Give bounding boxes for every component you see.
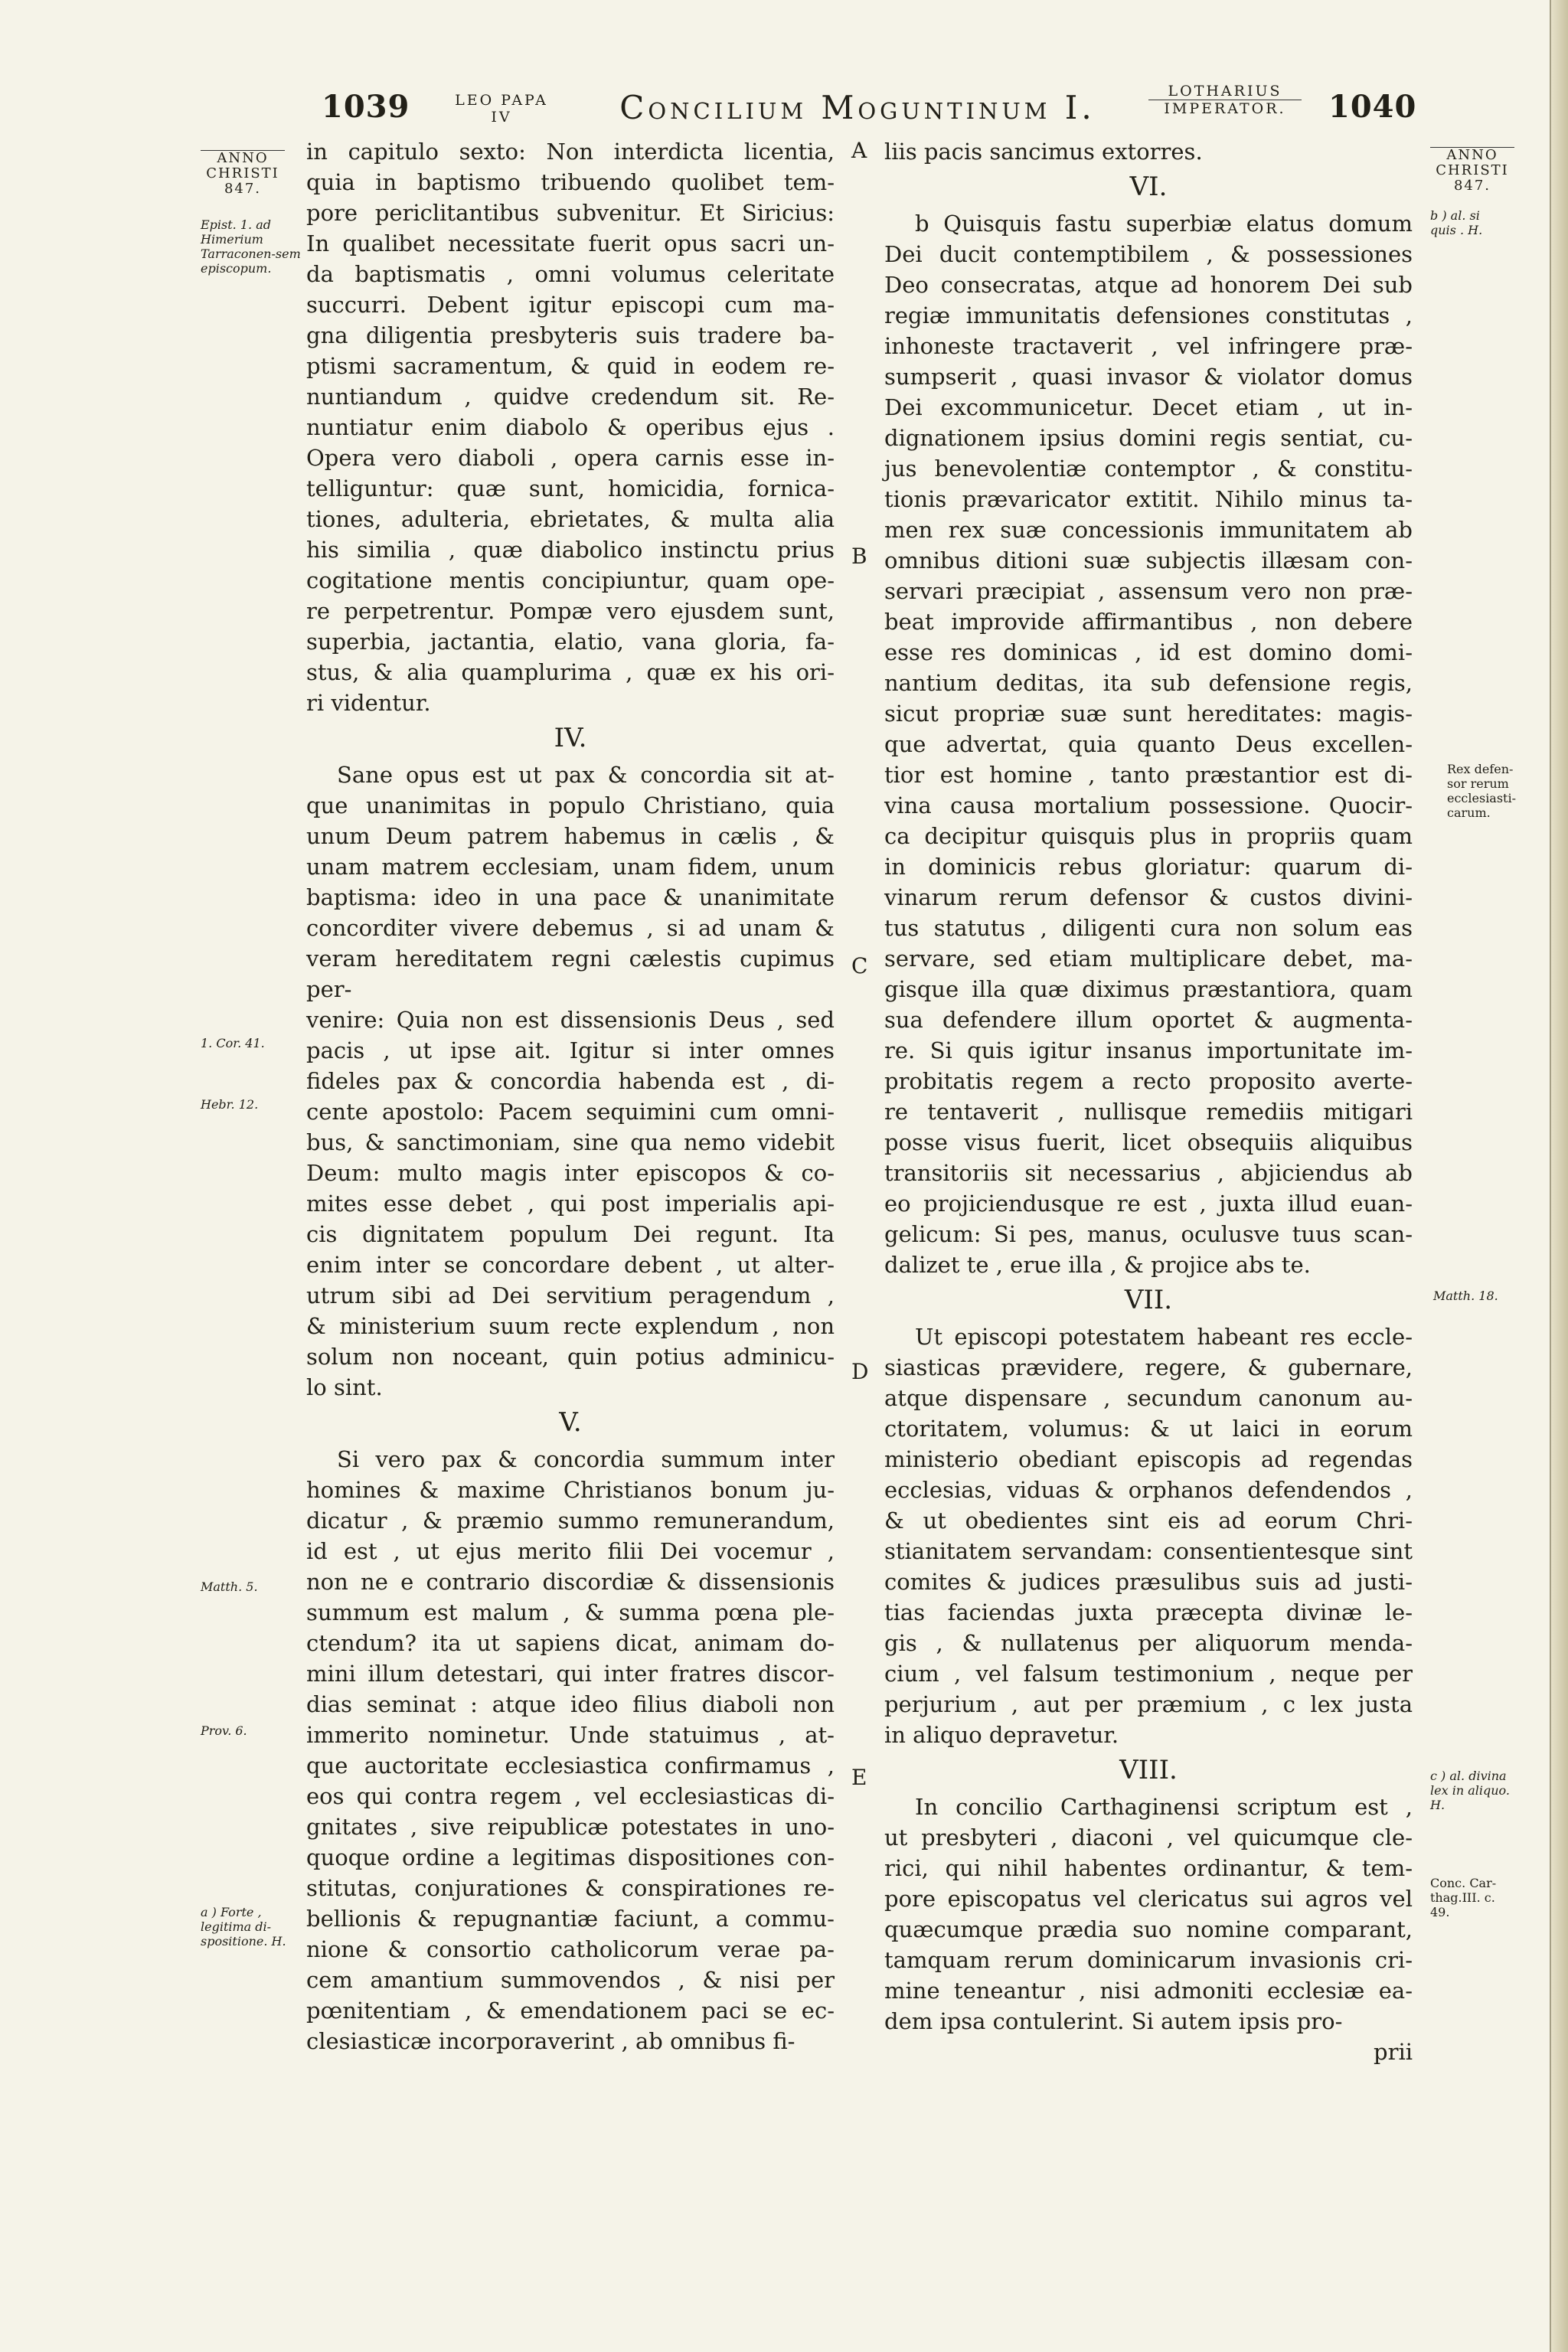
text-line: ministerio obediant episcopis ad regendas xyxy=(884,1446,1413,1472)
text-line: summum est malum , & summa pœna ple- xyxy=(306,1599,835,1625)
text-line: enim inter se concordare debent , ut alter- xyxy=(306,1252,835,1278)
section-iv-text xyxy=(306,760,835,1403)
text-line: ctendum? ita ut sapiens dicat, animam do- xyxy=(306,1630,835,1656)
text-line: pœnitentiam , & emendationem paci se ec- xyxy=(306,1998,835,2024)
running-head-right-line2: IMPERATOR. xyxy=(1148,100,1302,117)
text-line: que unanimitas in populo Christiano, quia xyxy=(306,792,835,818)
anno-word: ANNO xyxy=(1430,147,1514,163)
text-line: que auctoritate ecclesiastica confirmamus , xyxy=(306,1753,835,1779)
text-line: perjurium , aut per præmium , c lex justa xyxy=(884,1691,1413,1717)
text-line: que advertat, quia quanto Deus excellen- xyxy=(884,731,1413,757)
text-line: re perpetrentur. Pompæ vero ejusdem sunt, xyxy=(306,598,835,624)
section-letter-a: A xyxy=(851,138,867,163)
section-vi-text xyxy=(884,208,1413,1280)
margin-note-c: c ) al. divina lex in aliquo. H. xyxy=(1430,1769,1510,1812)
text-line: vinarum rerum defensor & custos divini- xyxy=(884,884,1413,910)
text-line: gis , & nullatenus per aliquorum menda- xyxy=(884,1630,1413,1656)
section-vii-text xyxy=(884,1321,1413,1750)
text-line: tamquam rerum dominicarum invasionis cri- xyxy=(884,1947,1413,1973)
text-line: & ut obedientes sint eis ad eorum Chri- xyxy=(884,1508,1413,1534)
text-line: men rex suæ concessionis immunitatem ab xyxy=(884,517,1413,543)
text-line: gnitates , sive reipublicæ potestates in uno- xyxy=(306,1814,835,1840)
text-line: bus, & sanctimoniam, sine qua nemo videbit xyxy=(306,1129,835,1155)
text-line: stus, & alia quamplurima , quæ ex his ori- xyxy=(306,659,835,685)
text-line: cium , vel falsum testimonium , neque per xyxy=(884,1661,1413,1687)
text-line: & ministerium suum recte explendum , non xyxy=(306,1313,835,1339)
anno-year: 847. xyxy=(224,181,262,197)
margin-note-matth18: Matth. 18. xyxy=(1433,1289,1498,1303)
text-line: posse visus fuerit, licet obsequiis aliquibus xyxy=(884,1129,1413,1155)
text-line: omnibus ditioni suæ subjectis illæsam con- xyxy=(884,547,1413,573)
text-line: servare, sed etiam multiplicare debet, ma- xyxy=(884,946,1413,972)
text-line: stianitatem servandam: consentientesque sint xyxy=(884,1538,1413,1564)
text-line: superbia, jactantia, elatio, vana gloria, fa- xyxy=(306,629,835,655)
text-line: ut presbyteri , diaconi , vel quicumque cle- xyxy=(884,1824,1413,1851)
text-line: pacis , ut ipse ait. Igitur si inter omnes xyxy=(306,1037,835,1063)
text-line: his similia , quæ diabolico instinctu prius xyxy=(306,537,835,563)
section-letter-e: E xyxy=(851,1765,867,1790)
text-line: ri videntur. xyxy=(306,690,431,716)
heading-iv: IV. xyxy=(554,723,587,753)
text-line: cogitatione mentis concipiuntur, quam ope- xyxy=(306,567,835,593)
running-head-left xyxy=(436,92,567,126)
text-line: concorditer vivere debemus , si ad unam & xyxy=(306,915,835,941)
anno-year: 847. xyxy=(1453,178,1491,194)
text-line: probitatis regem a recto proposito averte- xyxy=(884,1068,1413,1094)
text-line: re. Si quis igitur insanus importunitate im- xyxy=(884,1037,1413,1063)
heading-vii: VII. xyxy=(1124,1285,1173,1315)
text-line: quia in baptismo tribuendo quolibet tem- xyxy=(306,169,835,195)
text-line: b Quisquis fastu superbiæ elatus domum xyxy=(915,211,1413,237)
text-line: tiones, adulteria, ebrietates, & multa alia xyxy=(306,506,835,532)
christi-word: CHRISTI xyxy=(206,165,279,181)
text-line: In qualibet necessitate fuerit opus sacri un- xyxy=(306,230,835,256)
page-number-left: 1039 xyxy=(322,89,410,125)
running-head-left-line1: LEO PAPA xyxy=(455,92,548,109)
text-line: ca decipitur quisquis plus in propriis quam xyxy=(884,823,1413,849)
text-line: cis dignitatem populum Dei regunt. Ita xyxy=(306,1221,835,1247)
text-line: nione & consortio catholicorum verae pa- xyxy=(306,1936,835,1962)
text-line: gisque illa quæ diximus præstantiora, quam xyxy=(884,976,1413,1002)
text-line: nuntiatur enim diabolo & operibus ejus . xyxy=(306,414,835,440)
text-line: Opera vero diaboli , opera carnis esse in- xyxy=(306,445,835,471)
text-line: beat improvide affirmantibus , non debere xyxy=(884,609,1413,635)
page-edge xyxy=(1551,0,1568,2352)
text-line: re tentaverit , nullisque remediis mitigari xyxy=(884,1099,1413,1125)
running-head-right-line1: LOTHARIUS xyxy=(1168,83,1282,100)
text-line: sicut propriæ suæ sunt hereditates: magis- xyxy=(884,701,1413,727)
text-line: da baptismatis , omni volumus celeritate xyxy=(306,261,835,287)
text-line: nantium deditas, ita sub defensione regis, xyxy=(884,670,1413,696)
margin-note-b: b ) al. si quis . H. xyxy=(1430,208,1483,237)
text-line: immerito nominetur. Unde statuimus , at- xyxy=(306,1722,835,1748)
margin-note-conc: Conc. Car-thag.III. c. 49. xyxy=(1430,1876,1497,1919)
text-line: In concilio Carthaginensi scriptum est , xyxy=(915,1794,1413,1820)
text-line: rici, qui nihil habentes ordinantur, & tem- xyxy=(884,1855,1413,1881)
text-line: regiæ immunitatis defensiones constitutas , xyxy=(884,302,1413,328)
text-line: unum Deum patrem habemus in cælis , & xyxy=(306,823,835,849)
text-line: dignationem ipsius domini regis sentiat, cu- xyxy=(884,425,1413,451)
text-line: transitoriis sit necessarius , abjiciendus ab xyxy=(884,1160,1413,1186)
text-line: dalizet te , erue illa , & projice abs te. xyxy=(884,1252,1311,1278)
text-line: Dei excommunicetur. Decet etiam , ut in- xyxy=(884,394,1413,420)
text-line: bellionis & repugnantiæ faciunt, a commu- xyxy=(306,1906,835,1932)
heading-v: V. xyxy=(559,1407,582,1438)
catchword: prii xyxy=(1374,2039,1413,2065)
text-line: cente apostolo: Pacem sequimini cum omni- xyxy=(306,1099,835,1125)
text-line: in capitulo sexto: Non interdicta licentia, xyxy=(306,139,835,165)
text-line: quæcumque prædia suo nomine comparant, xyxy=(884,1916,1413,1942)
text-line: mine teneantur , nisi admoniti ecclesiæ ea- xyxy=(884,1978,1413,2004)
section-viii-text xyxy=(884,1792,1413,2037)
heading-vi: VI. xyxy=(1129,172,1168,202)
text-line: venire: Quia non est dissensionis Deus , sed xyxy=(306,1007,835,1033)
text-line: Deum: multo magis inter episcopos & co- xyxy=(306,1160,835,1186)
text-line: liis pacis sancimus extorres. xyxy=(884,139,1203,165)
text-line: comites & judices præsulibus suis ad justi- xyxy=(884,1569,1413,1595)
text-line: ecclesias, viduas & orphanos defendendos , xyxy=(884,1477,1413,1503)
text-line: ptismi sacramentum, & quid in eodem re- xyxy=(306,353,835,379)
text-line: fideles pax & concordia habenda est , di- xyxy=(306,1068,835,1094)
text-line: in aliquo depravetur. xyxy=(884,1722,1119,1748)
text-line: in dominicis rebus gloriatur: quarum di- xyxy=(884,854,1413,880)
text-line: inhoneste tractaverit , vel infringere præ- xyxy=(884,333,1413,359)
text-line: clesiasticæ incorporaverint , ab omnibus fi- xyxy=(306,2028,795,2054)
left-column-top-text xyxy=(306,136,835,718)
section-v-text xyxy=(306,1444,835,2056)
text-line: mites esse debet , qui post imperialis api- xyxy=(306,1191,835,1217)
text-line: vina causa mortalium possessione. Quocir- xyxy=(884,792,1413,818)
text-line: tior est homine , tanto præstantior est di- xyxy=(884,762,1413,788)
text-line: telliguntur: quæ sunt, homicidia, fornica- xyxy=(306,475,835,501)
text-line: non ne e contrario discordiæ & dissensionis xyxy=(306,1569,835,1595)
running-head-left-line2: IV xyxy=(491,109,512,126)
text-line: esse res dominicas , id est domino domi- xyxy=(884,639,1413,665)
text-line: solum non noceant, quin potius adminicu- xyxy=(306,1344,835,1370)
text-line: baptisma: ideo in una pace & unanimitate xyxy=(306,884,835,910)
page-gutter-line xyxy=(1550,0,1551,2352)
text-line: gna diligentia presbyteris suis tradere ba- xyxy=(306,322,835,348)
margin-note-epist: Epist. 1. ad Himerium Tarraconen-sem episcopum. xyxy=(201,217,301,276)
text-line: ctoritatem, volumus: & ut laici in eorum xyxy=(884,1416,1413,1442)
text-line: pore periclitantibus subvenitur. Et Siricius: xyxy=(306,200,835,226)
text-line: veram hereditatem regni cælestis cupimus per- xyxy=(306,946,835,1002)
margin-anno-left xyxy=(201,150,285,197)
text-line: eos qui contra regem , vel ecclesiasticas di- xyxy=(306,1783,835,1809)
text-line: utrum sibi ad Dei servitium peragendum , xyxy=(306,1282,835,1308)
text-line: stitutas, conjurationes & conspirationes re- xyxy=(306,1875,835,1901)
margin-anno-right xyxy=(1430,147,1514,194)
margin-note-prov: Prov. 6. xyxy=(201,1723,247,1738)
margin-note-1cor: 1. Cor. 41. xyxy=(201,1036,265,1050)
text-line: eo projiciendusque re est , juxta illud euan- xyxy=(884,1191,1413,1217)
text-line: homines & maxime Christianos bonum ju- xyxy=(306,1477,835,1503)
text-line: Ut episcopi potestatem habeant res eccle- xyxy=(915,1324,1413,1350)
text-line: servari præcipiat , assensum vero non præ- xyxy=(884,578,1413,604)
left-column xyxy=(306,136,835,2056)
margin-note-hebr: Hebr. 12. xyxy=(201,1097,259,1112)
heading-viii: VIII. xyxy=(1119,1755,1178,1785)
right-column xyxy=(884,136,1413,2067)
text-line: lo sint. xyxy=(306,1374,383,1400)
margin-note-matth5: Matth. 5. xyxy=(201,1579,258,1594)
text-line: nuntiandum , quidve credendum sit. Re- xyxy=(306,384,835,410)
text-line: id est , ut ejus merito filii Dei vocemur , xyxy=(306,1538,835,1564)
text-line: sua defendere illum oportet & augmenta- xyxy=(884,1007,1413,1033)
text-line: mini illum detestari, qui inter fratres discor- xyxy=(306,1661,835,1687)
text-line: jus benevolentiæ contemptor , & constitu- xyxy=(884,456,1413,482)
text-line: dicatur , & præmio summo remunerandum, xyxy=(306,1508,835,1534)
text-line: dias seminat : atque ideo filius diaboli non xyxy=(306,1691,835,1717)
running-title: Concilium Moguntinum I. xyxy=(619,89,1096,126)
text-line: sumpserit , quasi invasor & violator domus xyxy=(884,364,1413,390)
margin-note-a: a ) Forte , legitima di-spositione. H. xyxy=(201,1905,286,1949)
text-line: Deo consecratas, atque ad honorem Dei sub xyxy=(884,272,1413,298)
text-line: gelicum: Si pes, manus, oculusve tuus scan- xyxy=(884,1221,1413,1247)
text-line: unam matrem ecclesiam, unam fidem, unum xyxy=(306,854,835,880)
text-line: cem amantium summovendos , & nisi per xyxy=(306,1967,835,1993)
christi-word: CHRISTI xyxy=(1436,162,1509,178)
right-column-top-text xyxy=(884,136,1413,167)
page-number-right: 1040 xyxy=(1328,89,1417,125)
anno-word: ANNO xyxy=(201,150,285,166)
section-letter-d: D xyxy=(851,1359,869,1384)
section-letter-c: C xyxy=(851,953,868,978)
text-line: tionis prævaricator extitit. Nihilo minus ta- xyxy=(884,486,1413,512)
text-line: Sane opus est ut pax & concordia sit at- xyxy=(337,762,835,788)
text-line: pore episcopatus vel clericatus sui agros vel xyxy=(884,1886,1413,1912)
text-line: dem ipsa contulerint. Si autem ipsis pro- xyxy=(884,2008,1343,2034)
text-line: Dei ducit contemptibilem , & possessiones xyxy=(884,241,1413,267)
text-line: atque dispensare , secundum canonum au- xyxy=(884,1385,1413,1411)
text-line: tias faciendas juxta præcepta divinæ le- xyxy=(884,1599,1413,1625)
text-line: succurri. Debent igitur episcopi cum ma- xyxy=(306,292,835,318)
text-line: tus statutus , diligenti cura non solum eas xyxy=(884,915,1413,941)
margin-note-rex: Rex defen-sor rerum ecclesiasti-carum. xyxy=(1447,762,1517,820)
text-line: siasticas prævidere, regere, & gubernare, xyxy=(884,1354,1413,1380)
text-line: Si vero pax & concordia summum inter xyxy=(337,1446,835,1472)
text-line: quoque ordine a legitimas dispositiones con- xyxy=(306,1844,835,1870)
section-letter-b: B xyxy=(851,544,867,569)
running-head-right xyxy=(1148,83,1302,117)
